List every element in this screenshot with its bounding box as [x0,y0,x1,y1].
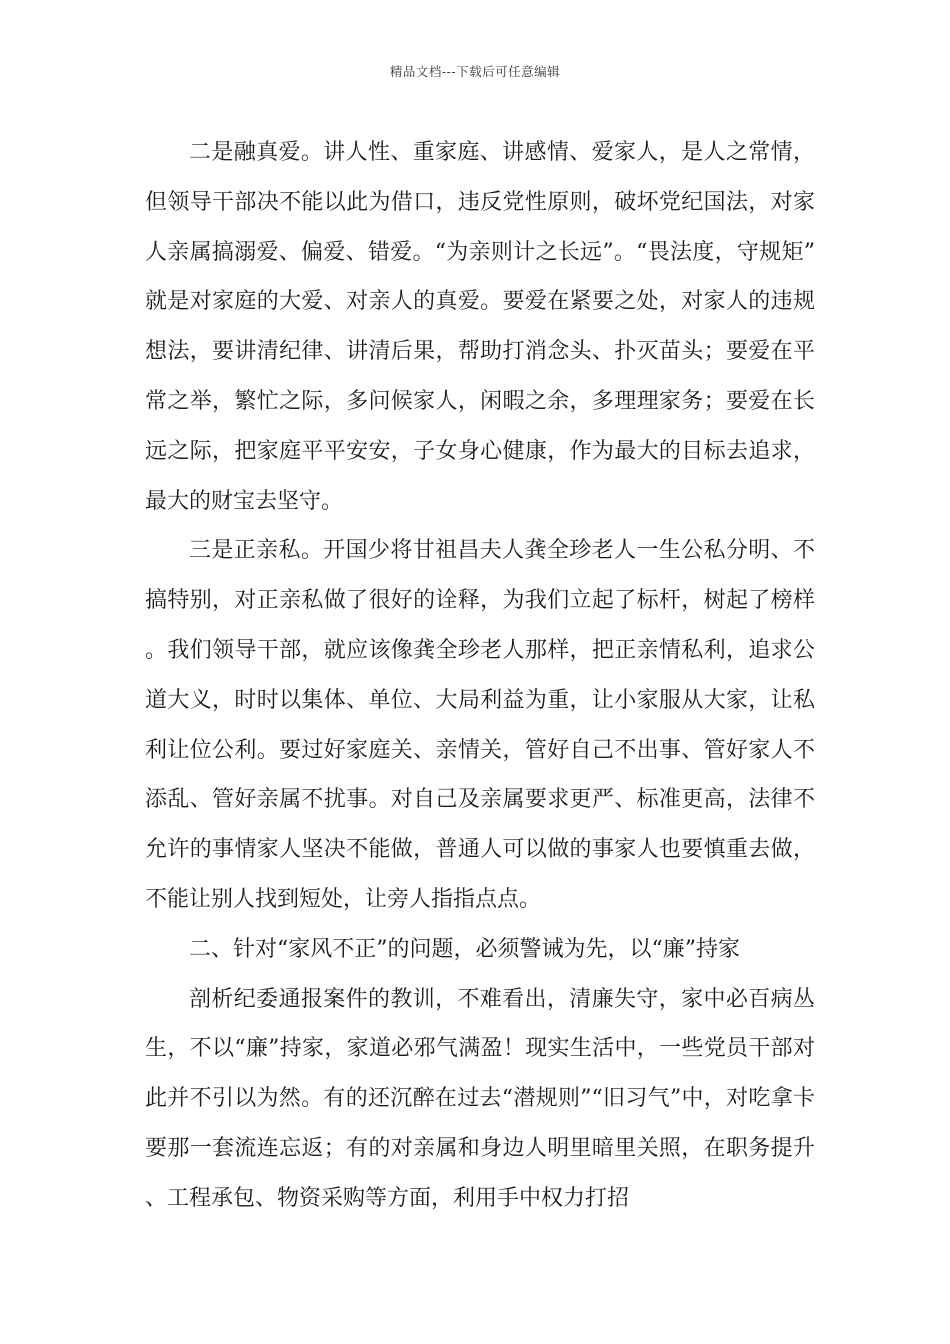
paragraph-love: 二是融真爱。讲人性、重家庭、讲感情、爱家人，是人之常情，但领导干部决不能以此为借口，违反党性原则，破坏党纪国法，对家人亲属搞溺爱、偏爱、错爱。“为亲则计之长远”。“畏法度，守规矩”就是对家庭的大爱、对亲人的真爱。要爱在紧要之处，对家人的违规想法，要讲清纪律、讲清后果，帮助打消念头、扑灭苗头；要爱在平常之举，繁忙之际，多问候家人，闲暇之余，多理理家务；要爱在长远之际，把家庭平平安安，子女身心健康，作为最大的目标去追求，最大的财宝去坚守。 [145,140,815,514]
document-body [145,128,815,1224]
paragraph-analysis: 剖析纪委通报案件的教训，不难看出，清廉失守，家中必百病丛生，不以“廉”持家，家道必邪气满盈！现实生活中，一些党员干部对此并不引以为然。有的还沉醉在过去“潜规则”“旧习气”中，对吃拿卡要那一套流连忘返；有的对亲属和身边人明里暗里关照，在职务提升、工程承包、物资采购等方面，利用手中权力打招 [145,986,815,1211]
paragraph-kinship: 三是正亲私。开国少将甘祖昌夫人龚全珍老人一生公私分明、不搞特别，对正亲私做了很好的诠释，为我们立起了标杆，树起了榜样。我们领导干部，就应该像龚全珍老人那样，把正亲情私利，追求公道大义，时时以集体、单位、大局利益为重，让小家服从大家，让私利让位公利。要过好家庭关、亲情关，管好自己不出事、管好家人不添乱、管好亲属不扰事。对自己及亲属要求更严、标准更高，法律不允许的事情家人坚决不能做，普通人可以做的事家人也要慎重去做，不能让别人找到短处，让旁人指指点点。 [145,538,815,912]
page-header: 精品文档---下载后可任意编辑 [389,64,561,79]
section-heading: 二、针对“家风不正”的问题，必须警诫为先，以“廉”持家 [189,936,740,962]
